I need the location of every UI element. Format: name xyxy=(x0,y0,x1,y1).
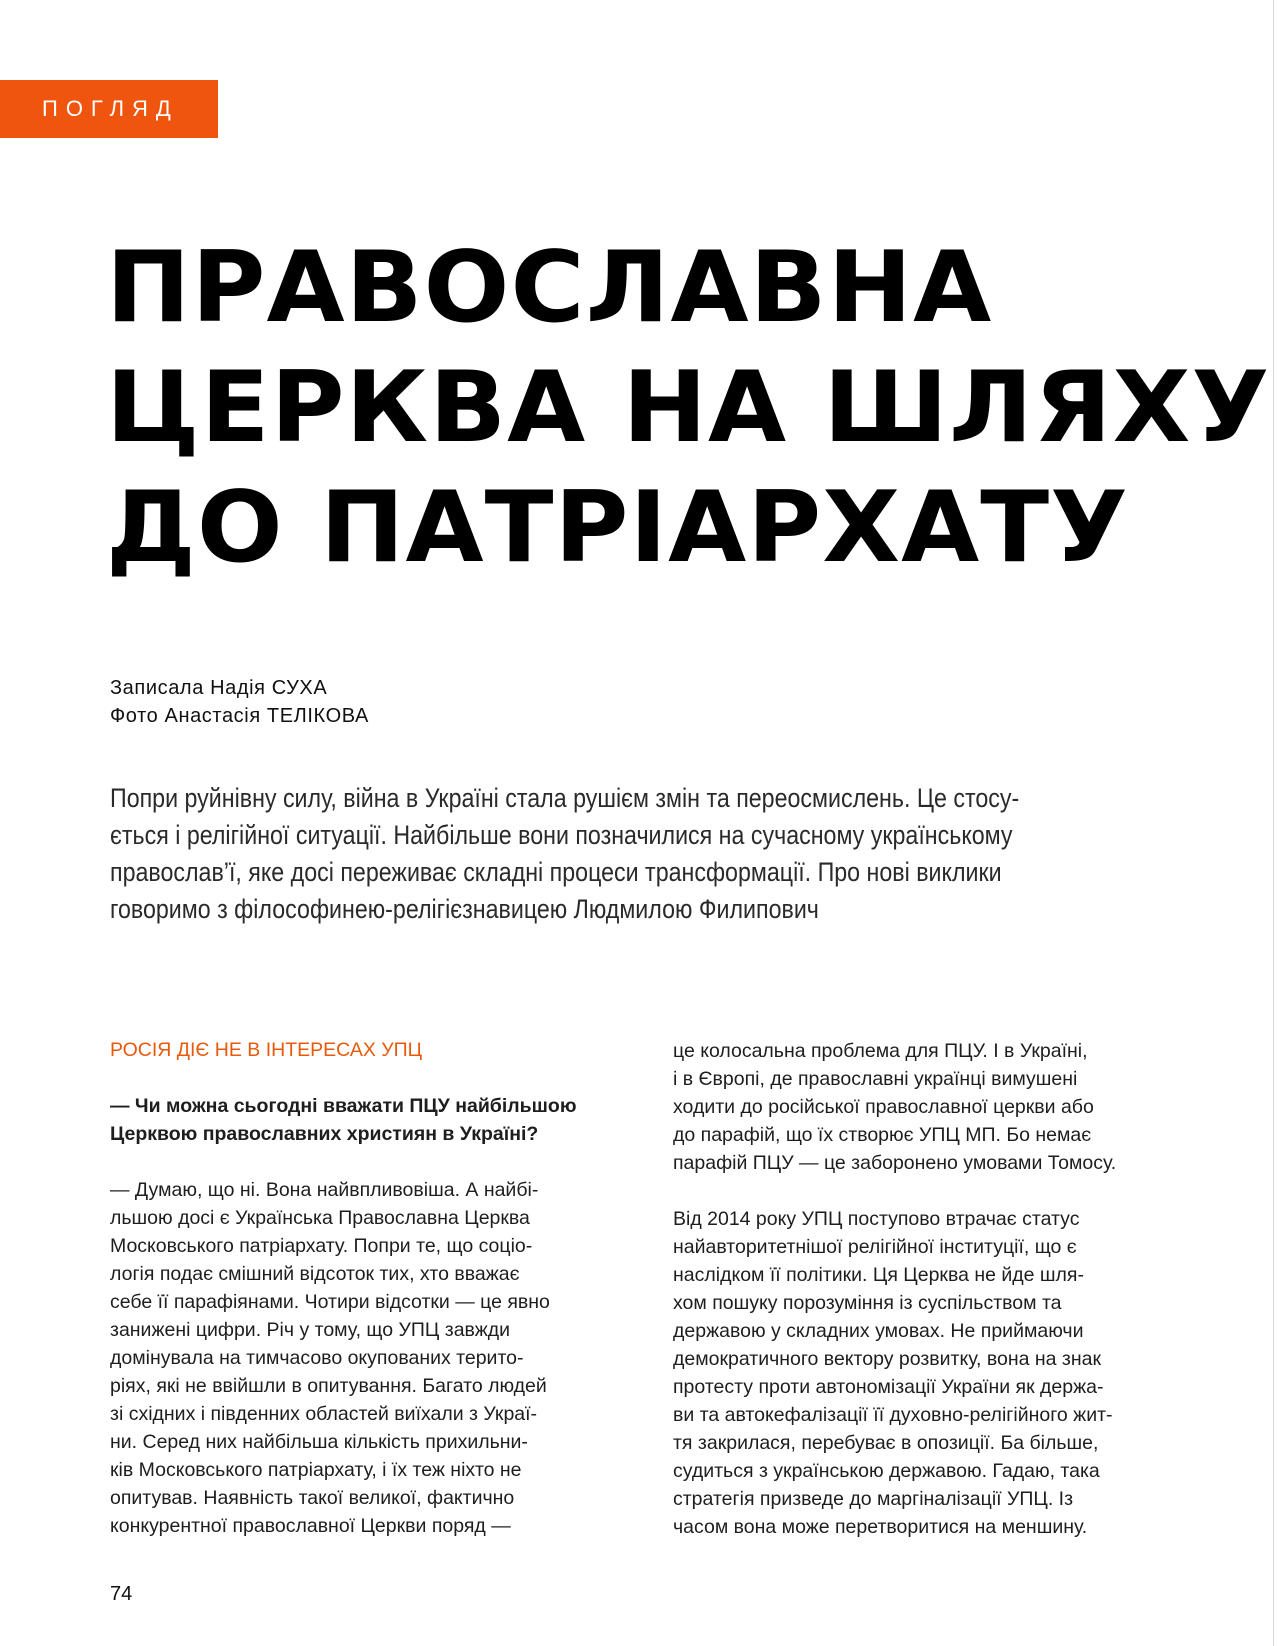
body-line: парафій ПЦУ — це заборонено умовами Томосу. xyxy=(673,1152,1117,1174)
answer-line: себе її парафіянами. Чотири відсотки — це явно xyxy=(110,1291,550,1313)
answer-line: конкурентної православної Церкви поряд — xyxy=(110,1515,511,1537)
answer-line: ків Московського патріархату, і їх теж ніхто не xyxy=(110,1459,522,1481)
question-line: Церквою православних християн в Україні? xyxy=(110,1123,539,1145)
body-paragraph xyxy=(673,1037,1193,1177)
interview-question xyxy=(110,1092,630,1148)
answer-line: занижені цифри. Річ у тому, що УПЦ завжди xyxy=(110,1319,511,1341)
lead-line: православ’ї, яке досі переживає складні процеси трансформації. Про нові виклики xyxy=(110,857,1002,887)
lead-line: ється і релігійної ситуації. Найбільше вони позначилися на сучасному українському xyxy=(110,820,1013,850)
answer-line: домінувала на тимчасово окупованих терито- xyxy=(110,1347,524,1369)
author-credit: Записала Надія СУХА xyxy=(110,677,328,699)
lead-line: Попри руйнівну силу, війна в Україні стала рушієм змін та переосмислень. Це стосу- xyxy=(110,783,1020,813)
title-line: ЦЕРКВА НА ШЛЯХУ xyxy=(106,351,1271,465)
answer-line: логія подає смішний відсоток тих, хто вважає xyxy=(110,1263,520,1285)
body-line: хом пошуку порозуміння із суспільством та xyxy=(673,1292,1062,1314)
body-line: часом вона може перетворитися на меншину. xyxy=(673,1516,1088,1538)
credits xyxy=(110,674,369,730)
left-column xyxy=(110,1036,630,1568)
answer-line: опитував. Наявність такої великої, фактично xyxy=(110,1487,515,1509)
section-tag: ПОГЛЯД xyxy=(0,80,218,138)
body-paragraph xyxy=(673,1205,1193,1541)
lead-paragraph xyxy=(110,780,1020,928)
body-line: і в Європі, де православні українці вимушені xyxy=(673,1068,1078,1090)
page-edge-line xyxy=(1273,0,1274,1646)
body-line: тя закрилася, перебуває в опозиції. Ба більше, xyxy=(673,1432,1099,1454)
interview-answer xyxy=(110,1176,630,1540)
article-title xyxy=(106,228,1271,588)
right-column xyxy=(673,1037,1193,1569)
answer-line: ни. Серед них найбільша кількість прихильни- xyxy=(110,1431,528,1453)
body-line: до парафій, що їх створює УПЦ МП. Бо немає xyxy=(673,1124,1092,1146)
body-line: демократичного вектору розвитку, вона на знак xyxy=(673,1348,1102,1370)
answer-line: льшою досі є Українська Православна Церква xyxy=(110,1207,530,1229)
body-line: протесту проти автономізації України як держа- xyxy=(673,1376,1104,1398)
body-line: це колосальна проблема для ПЦУ. І в Україні, xyxy=(673,1040,1088,1062)
answer-line: Московського патріархату. Попри те, що соціо- xyxy=(110,1235,533,1257)
body-line: ходити до російської православної церкви або xyxy=(673,1096,1094,1118)
section-subhead: РОСІЯ ДІЄ НЕ В ІНТЕРЕСАХ УПЦ xyxy=(110,1039,423,1061)
photo-credit: Фото Анастасія ТЕЛІКОВА xyxy=(110,705,369,727)
body-line: ви та автокефалізації її духовно-релігійного жит- xyxy=(673,1404,1113,1426)
lead-line: говоримо з філософинею-релігієзнавицею Людмилою Филипович xyxy=(110,894,819,924)
answer-line: зі східних і південних областей виїхали з Украї- xyxy=(110,1403,538,1425)
title-line: ПРАВОСЛАВНА xyxy=(106,231,993,345)
page-number: 74 xyxy=(110,1583,133,1605)
question-line: — Чи можна сьогодні вважати ПЦУ найбільшою xyxy=(110,1095,577,1117)
body-line: наслідком її політики. Ця Церква не йде шля- xyxy=(673,1264,1084,1286)
answer-line: — Думаю, що ні. Вона найвпливовіша. А найбі- xyxy=(110,1179,539,1201)
body-line: судиться з українською державою. Гадаю, така xyxy=(673,1460,1100,1482)
body-line: Від 2014 року УПЦ поступово втрачає статус xyxy=(673,1208,1080,1230)
body-line: стратегія призведе до маргіналізації УПЦ. Із xyxy=(673,1488,1074,1510)
title-line: ДО ПАТРІАРХАТУ xyxy=(106,471,1129,585)
body-line: державою у складних умовах. Не приймаючи xyxy=(673,1320,1084,1342)
answer-line: ріях, які не ввійшли в опитування. Багато людей xyxy=(110,1375,547,1397)
body-line: найавторитетнішої релігійної інституції, що є xyxy=(673,1236,1077,1258)
